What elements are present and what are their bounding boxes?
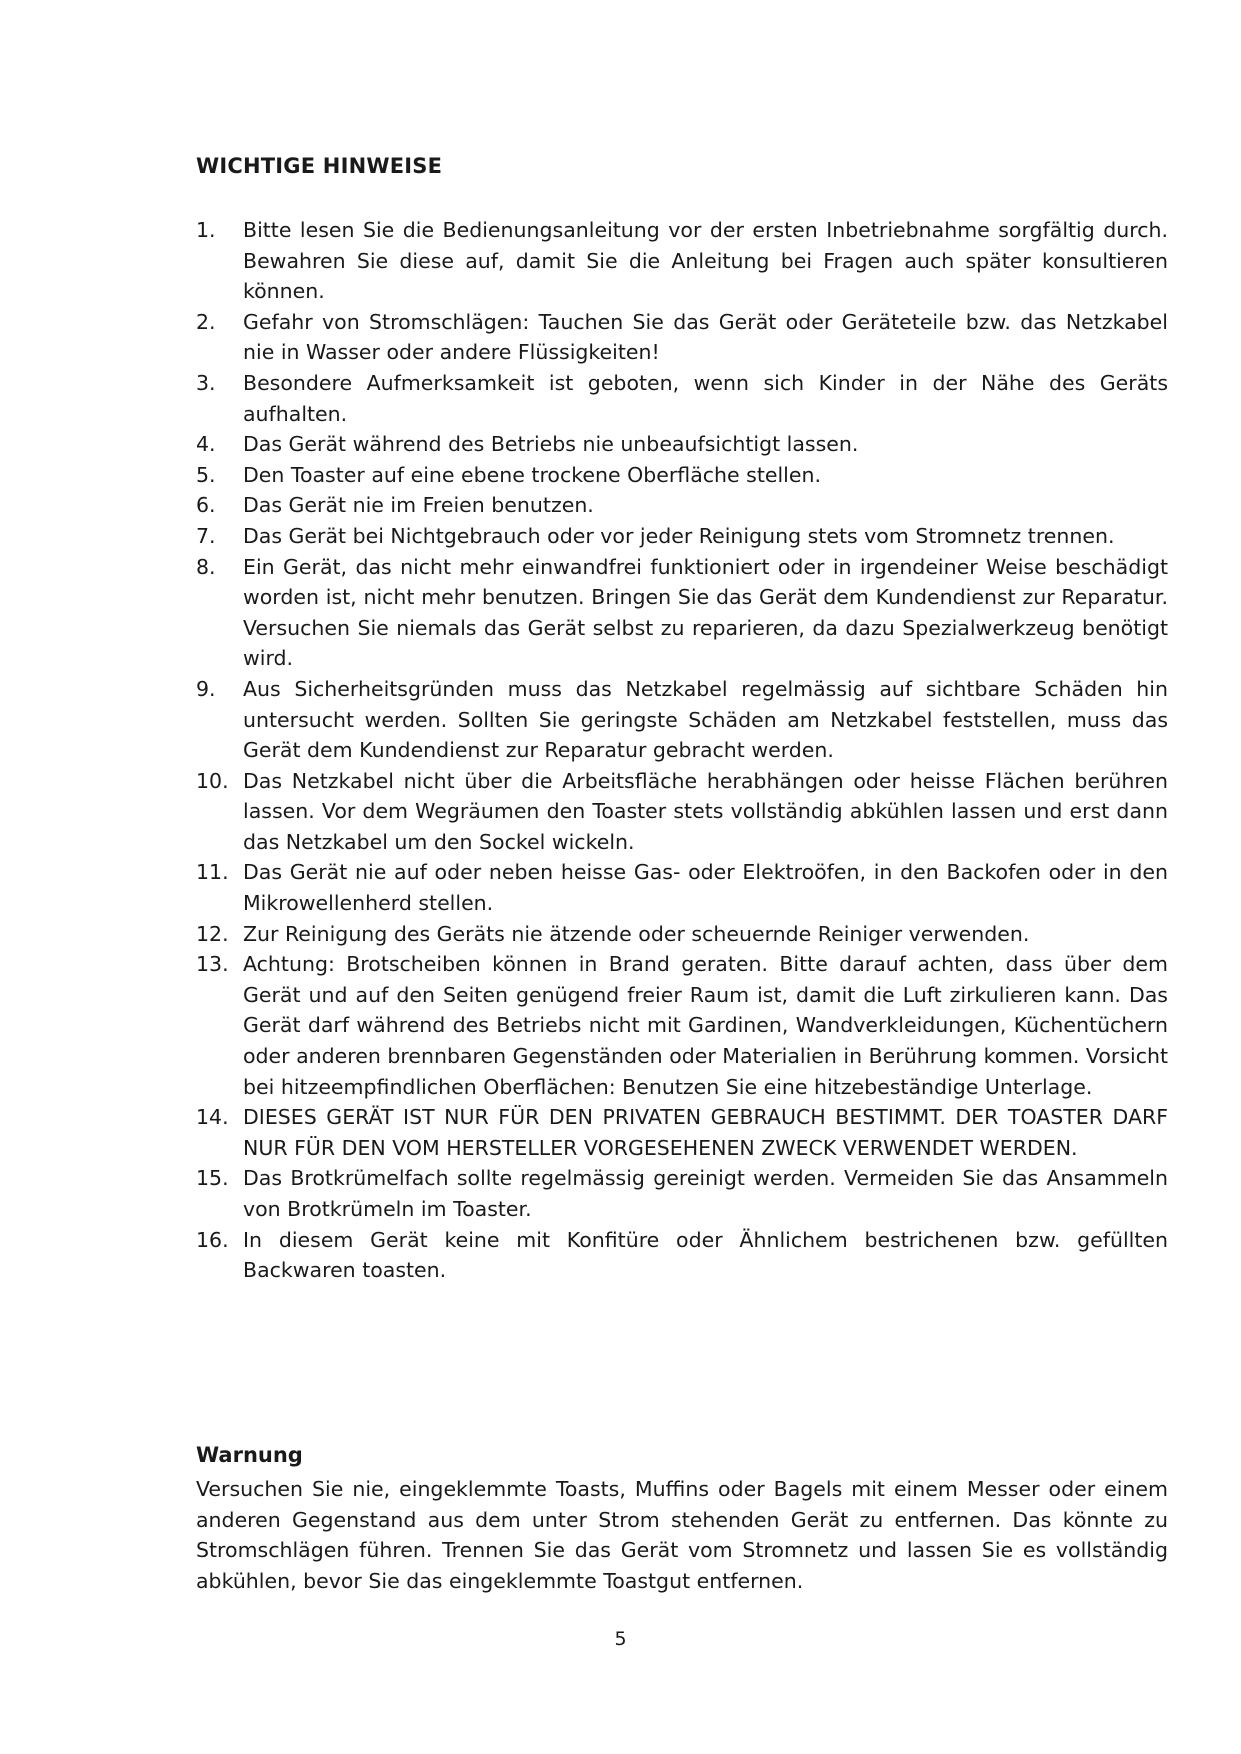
item-text: Achtung: Brotscheiben können in Brand geraten. Bitte darauf achten, dass über dem Gerät und auf den Seiten genügend freier Raum ist, damit die Luft zirkulieren kann. Das Gerät darf während des Betriebs nicht mit Gardinen, Wandverkleidungen, Küchentüchern oder anderen brennbaren Gegenständen oder Materialien in Berührung kommen. Vorsicht bei hitzeempfindlichen Oberflächen: Benutzen Sie eine hitzebeständige Unterlage. (243, 952, 1168, 1099)
item-number: 2. (196, 309, 216, 334)
list-item (196, 919, 1168, 950)
list-item (196, 368, 1168, 429)
item-number: 12. (196, 921, 229, 946)
instructions-list (196, 215, 1168, 1286)
list-item (196, 857, 1168, 918)
item-number: 4. (196, 432, 216, 457)
list-item (196, 215, 1168, 307)
item-number: 10. (196, 768, 229, 793)
item-text: Den Toaster auf eine ebene trockene Oberfläche stellen. (243, 462, 822, 487)
list-item (196, 307, 1168, 368)
item-text: Bitte lesen Sie die Bedienungsanleitung vor der ersten Inbetriebnahme sorgfältig durch. Bewahren Sie diese auf, damit Sie die Anleitung bei Fragen auch später konsultieren können. (243, 218, 1168, 304)
page-number: 5 (614, 1628, 627, 1650)
item-number: 1. (196, 218, 216, 242)
item-text: Aus Sicherheitsgründen muss das Netzkabel regelmässig auf sichtbare Schäden hin untersucht werden. Sollten Sie geringste Schäden am Netzkabel feststellen, muss das Gerät dem Kundendienst zur Reparatur gebracht werden. (243, 676, 1168, 763)
item-number: 9. (196, 676, 216, 701)
item-text: Das Gerät nie auf oder neben heisse Gas- oder Elektroöfen, in den Backofen oder in den Mikrowellenherd stellen. (243, 860, 1168, 916)
list-item (196, 766, 1168, 858)
item-number: 6. (196, 493, 216, 518)
list-item (196, 1225, 1168, 1286)
item-text: In diesem Gerät keine mit Konfitüre oder Ähnlichem bestrichenen bzw. gefüllten Backwaren toasten. (243, 1227, 1168, 1283)
item-text: Das Gerät nie im Freien benutzen. (243, 493, 594, 518)
warning-text: Versuchen Sie nie, eingeklemmte Toasts, Muffins oder Bagels mit einem Messer oder einem anderen Gegenstand aus dem unter Strom stehenden Gerät zu entfernen. Das könnte zu Stromschlägen führen. Trennen Sie das Gerät vom Stromnetz und lassen Sie es vollständig abkühlen, bevor Sie das eingeklemmte Toastgut entfernen. (196, 1477, 1168, 1593)
item-number: 8. (196, 554, 216, 579)
item-text: Das Gerät bei Nichtgebrauch oder vor jeder Reinigung stets vom Stromnetz trennen. (243, 523, 1115, 548)
section-heading: WICHTIGE HINWEISE (196, 154, 443, 178)
item-number: 3. (196, 370, 216, 395)
item-text: Das Brotkrümelfach sollte regelmässig gereinigt werden. Vermeiden Sie das Ansammeln von Brotkrümeln im Toaster. (243, 1166, 1168, 1221)
document-page (196, 0, 1168, 1754)
item-number: 5. (196, 462, 216, 487)
item-text: DIESES GERÄT IST NUR FÜR DEN PRIVATEN GEBRAUCH BESTIMMT. DER TOASTER DARF NUR FÜR DEN VOM HERSTELLER VORGESEHENEN ZWECK VERWENDET WERDEN. (243, 1105, 1168, 1160)
list-item (196, 460, 1168, 491)
list-item (196, 552, 1168, 674)
item-number: 16. (196, 1227, 229, 1252)
item-number: 14. (196, 1105, 229, 1130)
item-text: Zur Reinigung des Geräts nie ätzende oder scheuernde Reiniger verwenden. (243, 921, 1030, 946)
item-text: Gefahr von Stromschlägen: Tauchen Sie das Gerät oder Geräteteile bzw. das Netzkabel nie in Wasser oder andere Flüssigkeiten! (243, 309, 1168, 365)
list-item (196, 1163, 1168, 1224)
item-text: Das Netzkabel nicht über die Arbeitsfläche herabhängen oder heisse Flächen berühren lassen. Vor dem Wegräumen den Toaster stets vollständig abkühlen lassen und erst dann das Netzkabel um den Sockel wickeln. (243, 768, 1168, 854)
list-item (196, 949, 1168, 1102)
warning-title: Warnung (196, 1443, 303, 1467)
warning-section (196, 1440, 1168, 1596)
item-number: 15. (196, 1166, 229, 1191)
item-text: Besondere Aufmerksamkeit ist geboten, wenn sich Kinder in der Nähe des Geräts aufhalten. (243, 370, 1168, 426)
item-text: Das Gerät während des Betriebs nie unbeaufsichtigt lassen. (243, 432, 859, 457)
item-number: 13. (196, 952, 229, 977)
list-item (196, 674, 1168, 766)
list-item (196, 429, 1168, 460)
item-number: 7. (196, 523, 216, 548)
list-item (196, 1102, 1168, 1163)
item-number: 11. (196, 860, 229, 885)
item-text: Ein Gerät, das nicht mehr einwandfrei funktioniert oder in irgendeiner Weise beschädigt worden ist, nicht mehr benutzen. Bringen Sie das Gerät dem Kundendienst zur Reparatur. Versuchen Sie niemals das Gerät selbst zu reparieren, da dazu Spezialwerkzeug benötigt wird. (243, 554, 1168, 671)
list-item (196, 521, 1168, 552)
list-item (196, 490, 1168, 521)
